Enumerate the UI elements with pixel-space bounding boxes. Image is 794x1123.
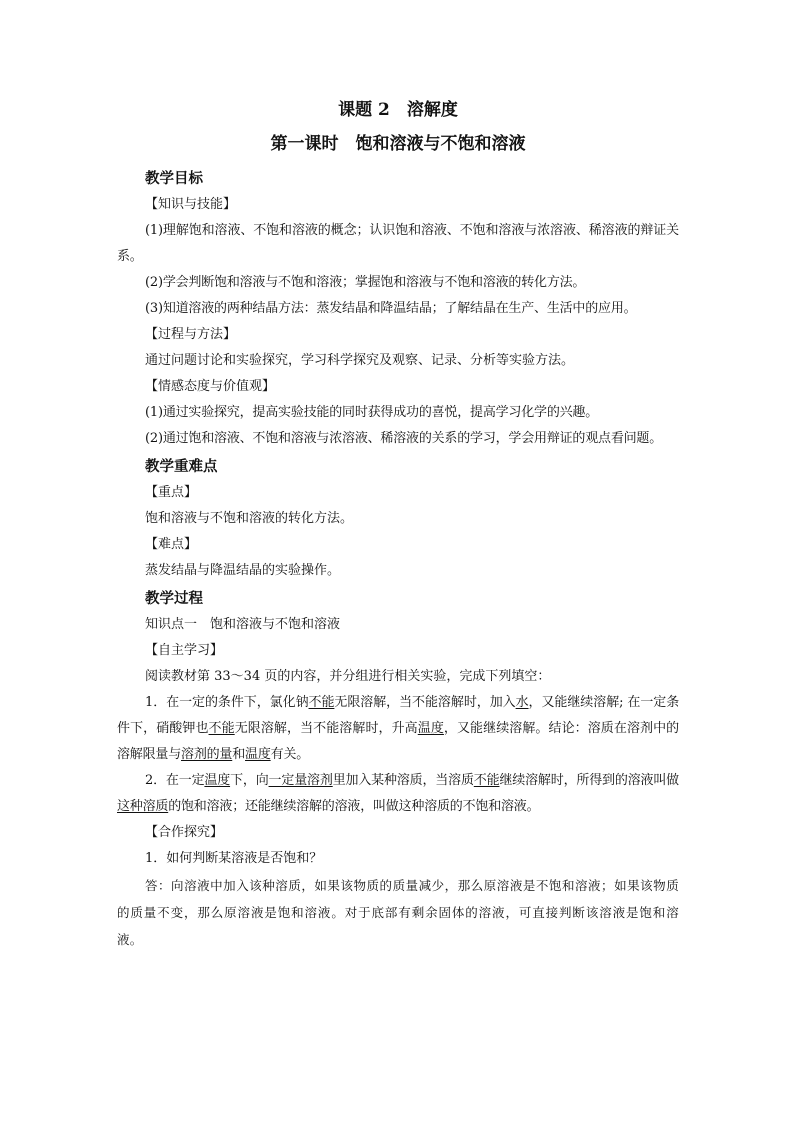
goal-k1: (1)理解饱和溶液、不饱和溶液的概念；认识饱和溶液、不饱和溶液与浓溶液、稀溶液的辩证关系。 <box>117 223 679 264</box>
blank-answer: 一定量溶剂 <box>268 773 333 788</box>
knowledge-point-1: 知识点一 饱和溶液与不饱和溶液 <box>145 617 341 632</box>
blank-answer: 温度 <box>204 773 231 788</box>
answer-1: 答：向溶液中加入该种溶质，如果该物质的质量减少，那么原溶液是不饱和溶液；如果该物质的质量不变，那么原溶液是饱和溶液。对于底部有剩余固体的溶液，可直接判断该溶液是饱和溶液。 <box>117 878 679 947</box>
reading-instruction: 阅读教材第 33～34 页的内容，并分组进行相关实验，完成下列填空： <box>145 669 551 684</box>
blank-answer: 不能 <box>473 773 500 788</box>
blank-answer: 温度 <box>417 721 444 736</box>
section-heading-keypoints: 教学重难点 <box>145 458 218 475</box>
key-text: 饱和溶液与不饱和溶液的转化方法。 <box>145 511 354 526</box>
section-heading-goals: 教学目标 <box>145 170 203 187</box>
blank-answer: 水 <box>515 695 529 710</box>
goal-e1: (1)通过实验探究，提高实验技能的同时获得成功的喜悦，提高学习化学的兴趣。 <box>145 405 599 420</box>
lesson-subtitle: 第一课时 饱和溶液与不饱和溶液 <box>270 134 526 154</box>
label-self-study: 【自主学习】 <box>145 643 224 658</box>
goal-e2: (2)通过饱和溶液、不饱和溶液与浓溶液、稀溶液的关系的学习，学会用辩证的观点看问题。 <box>145 431 663 446</box>
fill-item-1: 1．在一定的条件下，氯化钠不能无限溶解，当不能溶解时，加入水，又能继续溶解; 在一定条件下，硝酸钾也不能无限溶解，当不能溶解时，升高温度，又能继续溶解。结论：溶质在溶剂中的溶解限量与溶剂的量和温度有关。 <box>117 695 680 762</box>
blank-answer: 不能 <box>208 721 235 736</box>
lesson-title: 课题 2 溶解度 <box>338 100 458 120</box>
label-knowledge: 【知识与技能】 <box>145 197 237 212</box>
question-1: 1．如何判断某溶液是否饱和？ <box>145 851 323 866</box>
blank-answer: 不能 <box>308 695 335 710</box>
blank-answer: 溶剂的量 <box>181 747 233 762</box>
fill-item-2: 2．在一定温度下，向一定量溶剂里加入某种溶质，当溶质不能继续溶解时，所得到的溶液叫做这种溶质的饱和溶液；还能继续溶解的溶液，叫做这种溶质的不饱和溶液。 <box>117 773 679 814</box>
label-cooperation: 【合作探究】 <box>145 825 224 840</box>
goal-k2: (2)学会判断饱和溶液与不饱和溶液；掌握饱和溶液与不饱和溶液的转化方法。 <box>145 275 586 290</box>
document-body <box>117 98 679 953</box>
goal-p1: 通过问题讨论和实验探究，学习科学探究及观察、记录、分析等实验方法。 <box>145 353 575 368</box>
label-emotion: 【情感态度与价值观】 <box>145 379 276 394</box>
difficulty-text: 蒸发结晶与降温结晶的实验操作。 <box>145 563 341 578</box>
label-key: 【重点】 <box>145 485 198 500</box>
blank-answer: 温度 <box>245 747 271 762</box>
label-difficulty: 【难点】 <box>145 537 198 552</box>
blank-answer: 这种溶质 <box>117 799 169 814</box>
goal-k3: (3)知道溶液的两种结晶方法：蒸发结晶和降温结晶；了解结晶在生产、生活中的应用。 <box>145 301 637 316</box>
section-heading-process: 教学过程 <box>145 590 203 607</box>
label-process: 【过程与方法】 <box>145 327 237 342</box>
